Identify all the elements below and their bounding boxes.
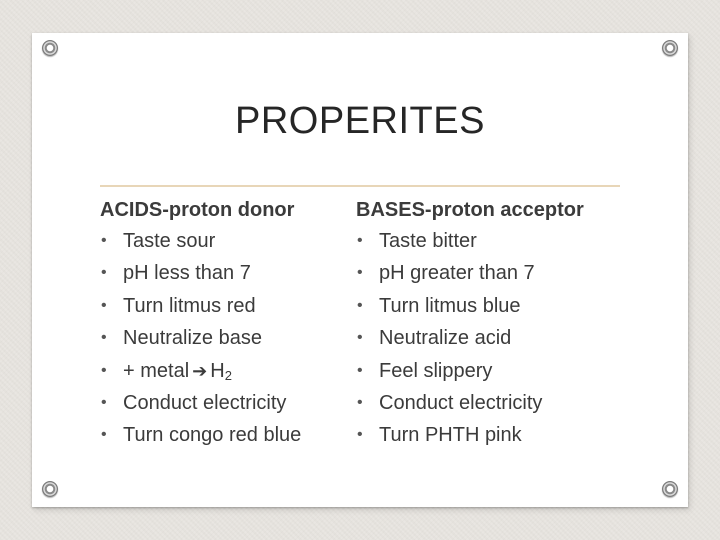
list-item: [100, 325, 301, 357]
list-item-text: Turn PHTH pink: [379, 424, 522, 447]
bullet-icon: •: [101, 393, 107, 411]
bullet-icon: •: [357, 329, 363, 347]
acids-heading: ACIDS-proton donor: [100, 199, 295, 221]
list-item: [356, 422, 584, 454]
list-item-text: Taste sour: [123, 230, 216, 252]
bases-list: [356, 228, 584, 455]
acids-list: [100, 228, 301, 455]
bases-heading: BASES-proton acceptor: [356, 199, 584, 221]
list-item: [100, 228, 301, 260]
bullet-icon: •: [357, 264, 363, 282]
list-item-text: Conduct electricity: [123, 391, 287, 414]
list-item: [356, 390, 584, 422]
bullet-icon: •: [101, 296, 107, 314]
bullet-icon: •: [101, 264, 107, 282]
bullet-icon: •: [357, 426, 363, 444]
pin-icon: [42, 40, 58, 56]
list-item-text: pH less than 7: [123, 262, 251, 285]
bases-column: [356, 196, 584, 455]
right-arrow-icon: ➔: [192, 360, 208, 381]
bullet-icon: •: [101, 361, 107, 379]
bullet-icon: •: [101, 232, 107, 249]
list-item: [356, 325, 584, 357]
bullet-icon: •: [357, 232, 363, 249]
list-item: [356, 293, 584, 325]
list-item-text: Neutralize base: [123, 327, 262, 350]
list-item: [100, 293, 301, 325]
acids-column: [100, 196, 301, 455]
bullet-icon: •: [101, 329, 107, 347]
list-item: [356, 260, 584, 292]
list-item-text: Feel slippery: [379, 359, 493, 382]
bullet-icon: •: [357, 296, 363, 314]
list-item: [100, 358, 301, 390]
bullet-icon: •: [357, 393, 363, 411]
bullet-icon: •: [357, 361, 363, 379]
bullet-icon: •: [101, 426, 107, 444]
list-item-text: H: [210, 359, 225, 382]
pin-icon: [662, 481, 678, 497]
pin-icon: [42, 481, 58, 497]
list-item: [356, 358, 584, 390]
list-item-text: Conduct electricity: [379, 391, 543, 414]
list-item-text: + metal: [123, 359, 190, 382]
title-divider: [100, 185, 620, 187]
list-item: [356, 228, 584, 260]
list-item-text: pH greater than 7: [379, 262, 535, 285]
pin-icon: [662, 40, 678, 56]
slide-title: PROPERITES: [235, 100, 485, 142]
list-item-text: Turn litmus red: [123, 294, 256, 317]
list-item: [100, 422, 301, 454]
list-item-text: Taste bitter: [379, 230, 477, 252]
list-item-text: Turn congo red blue: [123, 424, 302, 447]
list-item: [100, 260, 301, 292]
list-item: [100, 390, 301, 422]
list-item-text: Turn litmus blue: [379, 294, 521, 317]
list-item-text: Neutralize acid: [379, 327, 512, 350]
subscript: 2: [224, 367, 232, 383]
